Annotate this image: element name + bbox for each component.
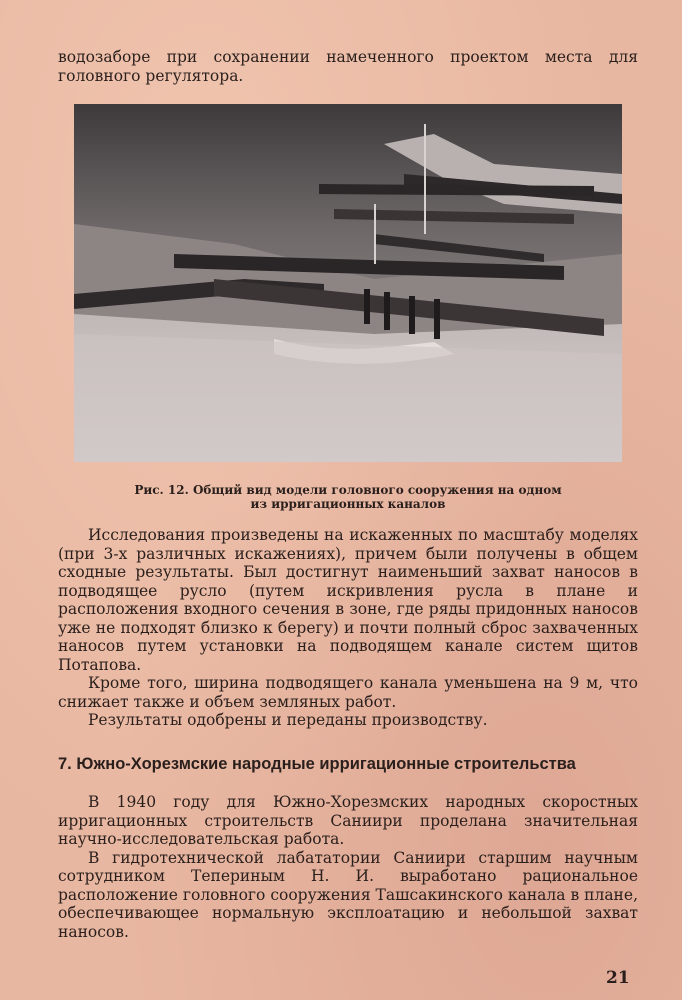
model-headworks-photo [74,104,622,462]
top-paragraph: водозаборе при сохранении намеченного проектом места для головного регулятора. [58,48,638,85]
page-number: 21 [606,968,630,988]
paragraph: Исследования произведены на искаженных по масштабу моделях (при 3-х различных искажениях), причем были получены в общем сходные результаты. Был достигнут наименьший захват наносов в подводящее русло (путем искривления русла в плане и расположения входного сечения в зоне, где ряды придонных наносов уже не подходят близко к берегу) и почти полный сброс захваченных наносов путем установки на подводящем канале систем щитов Потапова. [58,526,638,674]
caption-line-2: из ирригационных каналов [250,497,446,511]
section-6-body [58,526,638,730]
section-7-heading: 7. Южно-Хорезмские народные ирригационные строительства [58,755,576,773]
caption-line-1: Рис. 12. Общий вид модели головного сооружения на одном [134,483,562,497]
paragraph: Кроме того, ширина подводящего канала уменьшена на 9 м, что снижает также и объем земляных работ. [58,674,638,711]
paragraph: В 1940 году для Южно-Хорезмских народных скоростных ирригационных строительств Саниири проделана значительная научно-исследовательская работа. [58,793,638,848]
paragraph: В гидротехнической лабататории Саниири старшим научным сотрудником Тепериным Н. И. выработано рациональное расположение головного сооружения Ташсакинского канала в плане, обеспечивающее нормальную эксплоатацию и небольшой захват наносов. [58,848,638,941]
section-7-body [58,793,638,941]
figure-photo [74,104,622,462]
paragraph: Результаты одобрены и переданы производству. [88,711,488,729]
figure-caption [58,483,638,511]
